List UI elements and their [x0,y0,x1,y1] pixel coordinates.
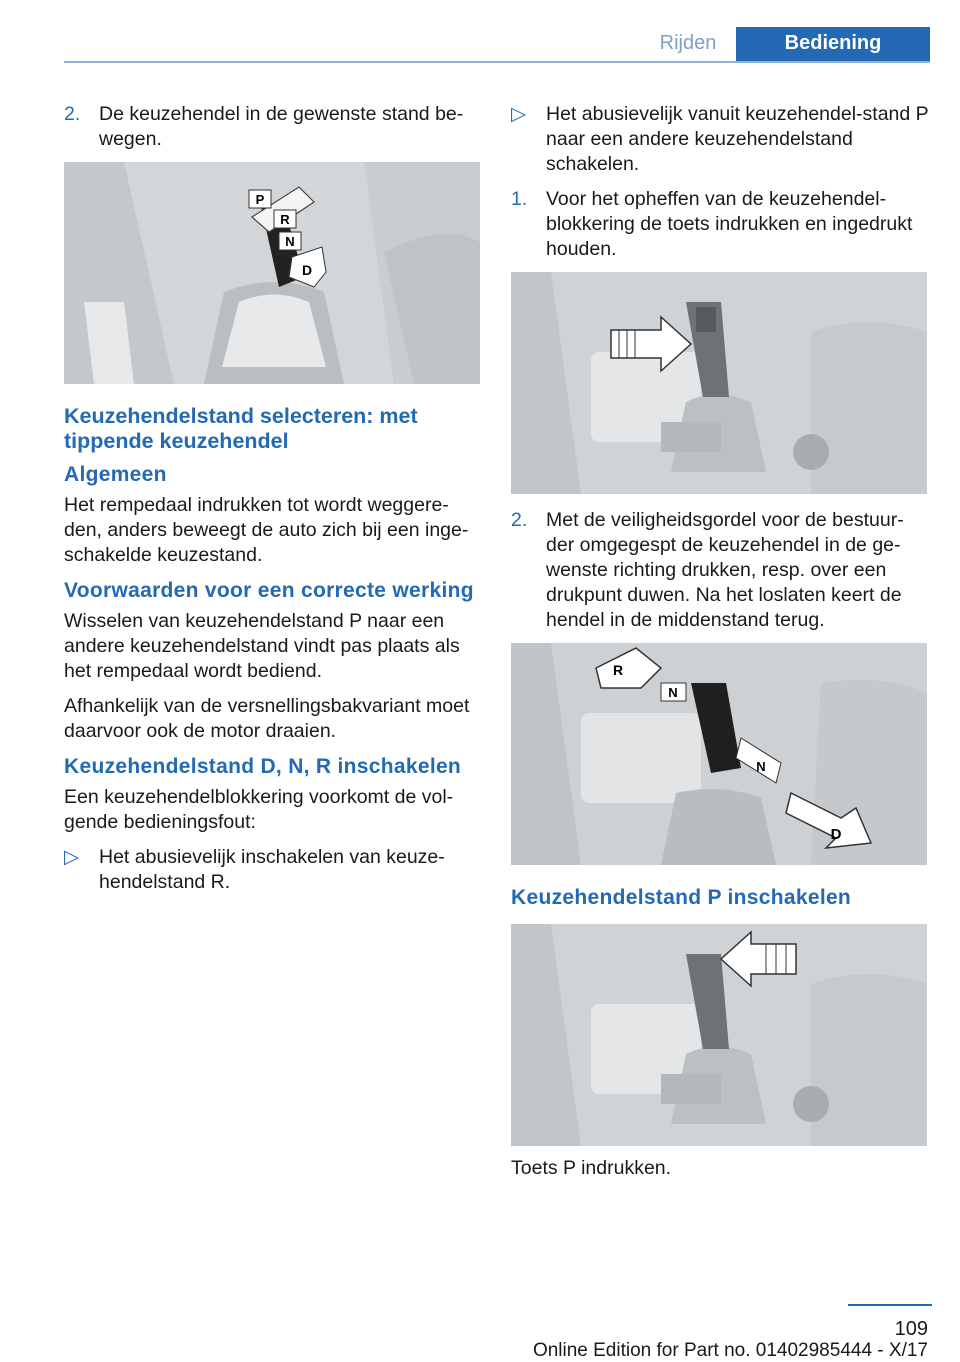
paragraph-voorwaarden-1: Wisselen van keuzehendelstand P naar een andere keuzehendelstand vindt pas plaats als het rempedaal wordt bediend. [64,610,460,682]
gear-label-r: R [280,212,290,227]
gear-label-d: D [301,262,313,278]
bullet-item-1 [64,845,482,895]
edition-line: Online Edition for Part no. 01402985444 - X/17 [532,1340,928,1361]
gear-label-p: P [255,192,265,207]
paragraph-dnr: Een keuzehendelblokkering voorkomt de vol‐gende bedieningsfout: [64,786,454,833]
photo-unlock-button [511,272,927,494]
heading-select-tippende: Keuzehendelstand selecteren: met tippende keuzehendel [64,404,418,453]
header-chapter: Bediening [736,27,930,62]
photo-gear-selector-positions [64,162,480,384]
gear-label-n: N [756,759,766,774]
bullet-item-2 [511,102,929,177]
subheading-dnr: Keuzehendelstand D, N, R inschakelen [64,755,462,778]
gear-label-r: R [612,662,624,678]
gear-label-d: D [830,826,842,843]
step-2-left [64,102,482,152]
step-2-right [511,508,929,633]
caption-press-p: Toets P indrukken. [511,1157,672,1179]
gear-letter-r-icon [274,210,296,228]
gear-label-n: N [668,685,678,700]
bullet-text: Het abusievelijk inschakelen van keuze‐hendelstand R. [99,846,445,893]
paragraph-algemeen: Het rempedaal indrukken tot wordt weggere‐den, anders beweegt de auto zich bij een inge‐schakelde keuzestand. [64,494,469,566]
step-number: 2. [511,509,528,531]
footer-rule [848,1304,932,1306]
left-column [64,102,482,905]
gear-letter-n-icon [279,232,301,250]
header-section: Rijden [659,32,717,54]
page-number: 109 [894,1318,928,1340]
step-text: Met de veiligheidsgordel voor de bestuur‐der omgegespt de keuzehendel in de ge‐wenste richting drukken, resp. over een drukpunt duwen. Na het loslaten keert de hendel in de middenstand terug. [546,509,904,631]
gear-label-n: N [285,234,295,249]
right-column [511,102,929,1191]
paragraph-voorwaarden-2: Afhankelijk van de versnellingsbakvariant moet daarvoor ook de motor draaien. [64,695,470,742]
step-text: De keuzehendel in de gewenste stand be‐wegen. [99,103,464,150]
step-number: 1. [511,188,528,210]
subheading-algemeen: Algemeen [64,463,167,486]
gear-letter-p-icon [249,190,271,208]
bullet-text: Het abusievelijk vanuit keuzehendel‐stand P naar een andere keuzehendelstand schakelen. [546,103,929,175]
photo-lever-directions [511,643,927,865]
triangle-bullet-icon: ▷ [64,846,79,868]
step-1-right [511,187,929,262]
header-rule [64,61,930,63]
step-text: Voor het opheffen van de keuzehendel‐blokkering de toets indrukken en ingedrukt houden. [546,188,913,260]
photo-press-p-button [511,924,927,1146]
triangle-bullet-icon: ▷ [511,103,526,125]
subheading-voorwaarden: Voorwaarden voor een correcte werking [64,579,474,602]
step-number: 2. [64,103,81,125]
subheading-p-inschakelen: Keuzehendelstand P inschakelen [511,886,852,909]
arrow-neutral-icon [661,683,686,701]
